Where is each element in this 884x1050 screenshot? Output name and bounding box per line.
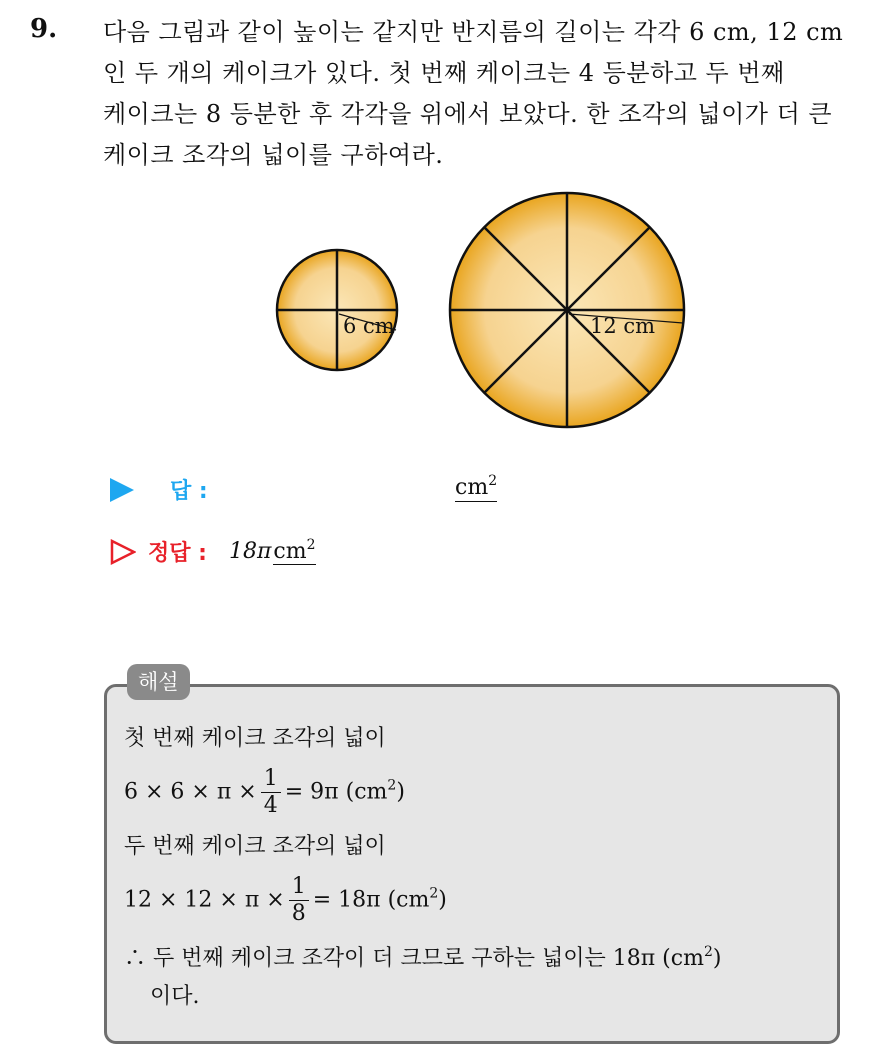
correct-answer-value xyxy=(229,539,316,564)
eq1-close: ) xyxy=(396,779,405,805)
correct-unit-exp: 2 xyxy=(306,537,316,553)
question-line: 인 두 개의 케이크가 있다. 첫 번째 케이크는 4 등분하고 두 번째 xyxy=(103,59,785,87)
cake-figure xyxy=(0,0,884,460)
small-cake xyxy=(277,250,397,370)
outline-triangle-icon xyxy=(110,539,136,565)
correct-unit-text: cm xyxy=(273,539,307,564)
solution-tag: 해설 xyxy=(127,664,190,700)
answer-unit-text: cm xyxy=(455,475,489,500)
solution-conclusion-end: 이다. xyxy=(150,984,200,1009)
eq1-rhs: = 9π (cm xyxy=(284,779,388,805)
eq2-close: ) xyxy=(438,887,447,913)
eq2-lhs: 12 × 12 × π × xyxy=(124,887,285,913)
eq2-numerator: 1 xyxy=(289,874,309,901)
eq1-lhs: 6 × 6 × π × xyxy=(124,779,257,805)
answer-unit-exp: 2 xyxy=(488,473,498,489)
eq2-rhs: = 18π (cm xyxy=(312,887,430,913)
eq1-fraction xyxy=(261,766,281,819)
answer-label: 답 : xyxy=(170,479,208,504)
correct-answer-label: 정답 : xyxy=(148,541,207,566)
question-line: 케이크 조각의 넓이를 구하여라. xyxy=(103,141,444,169)
play-triangle-icon xyxy=(110,478,134,502)
solution-line: 첫 번째 케이크 조각의 넓이 xyxy=(124,726,386,751)
conclusion-text: ∴ 두 번째 케이크 조각이 더 크므로 구하는 넓이는 18π (cm xyxy=(124,946,704,971)
solution-conclusion xyxy=(124,944,721,974)
answer-row xyxy=(110,474,208,505)
small-radius-label: 6 cm xyxy=(343,314,395,338)
question-line: 다음 그림과 같이 높이는 같지만 반지름의 길이는 각각 6 cm, 12 cm xyxy=(103,18,844,46)
eq2-exp: 2 xyxy=(429,885,439,902)
conclusion-exp: 2 xyxy=(703,944,713,960)
eq1-exp: 2 xyxy=(387,777,397,794)
eq2-fraction xyxy=(289,874,309,927)
answer-unit[interactable] xyxy=(455,473,498,502)
large-radius-label: 12 cm xyxy=(590,314,656,338)
correct-answer-row xyxy=(110,536,316,567)
question-line: 케이크는 8 등분한 후 각각을 위에서 보았다. 한 조각의 넓이가 더 큰 xyxy=(103,100,833,128)
correct-value-text: 18π xyxy=(228,539,272,564)
eq1-denominator: 4 xyxy=(263,793,278,818)
eq1-numerator: 1 xyxy=(261,766,281,793)
solution-equation-2 xyxy=(124,874,447,927)
conclusion-close: ) xyxy=(712,946,722,971)
eq2-denominator: 8 xyxy=(291,901,306,926)
solution-equation-1 xyxy=(124,766,405,819)
solution-line: 두 번째 케이크 조각의 넓이 xyxy=(124,834,386,859)
question-number: 9. xyxy=(30,14,58,44)
large-cake xyxy=(450,193,684,427)
